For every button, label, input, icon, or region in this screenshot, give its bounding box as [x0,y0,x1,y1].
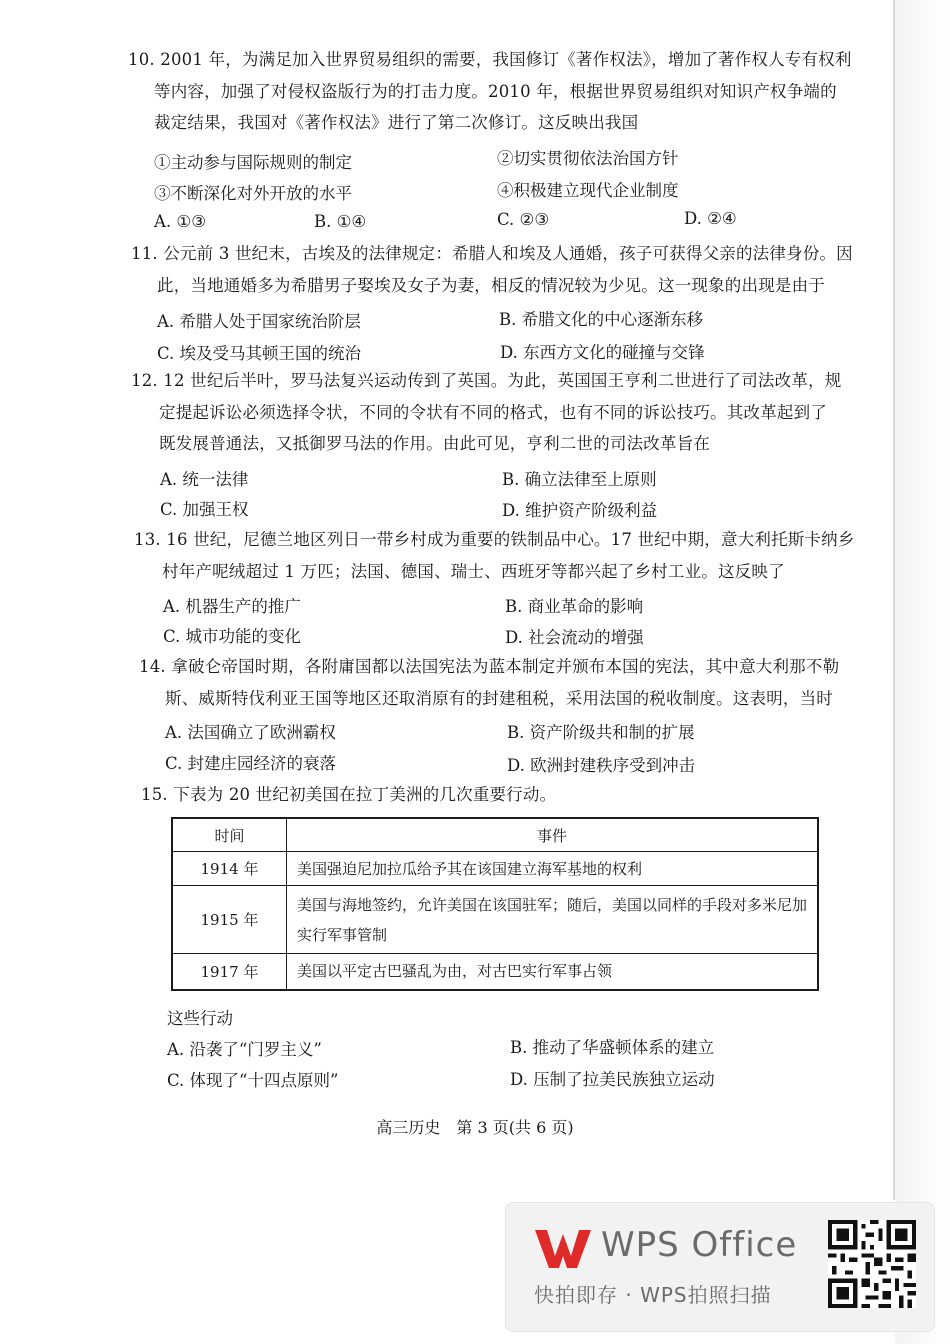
option-b: B. 商业革命的影响 [505,597,644,616]
year-cell: 1917 年 [172,954,287,990]
question-15-stem [141,779,556,811]
statement-1: ①主动参与国际规则的制定 [154,153,352,172]
option-b: B. ①④ [314,212,367,231]
option-c: C. 封建庄园经济的衰落 [165,754,337,773]
stem-line: 11. 公元前 3 世纪末，古埃及的法律规定：希腊人和埃及人通婚，孩子可获得父亲的法律身份。因 [131,244,853,263]
question-11-stem [131,238,853,301]
question-10-stem [128,44,852,139]
wps-watermark [505,1202,935,1332]
stem-after-table: 这些行动 [167,1009,233,1028]
question-14-stem [139,651,839,714]
option-c: C. 体现了“十四点原则” [167,1071,339,1090]
statement-3: ③不断深化对外开放的水平 [154,184,352,203]
wps-tagline: 快拍即存 · WPS拍照扫描 [534,1283,772,1307]
table-row [172,954,818,990]
option-b: B. 推动了华盛顿体系的建立 [510,1038,715,1057]
stem-line: 12. 12 世纪后半叶，罗马法复兴运动传到了英国。为此，英国国王亨利二世进行了司法改革，规 [131,371,842,390]
option-b: B. 确立法律至上原则 [502,470,657,489]
table-header-row [172,818,818,852]
option-c: C. 城市功能的变化 [163,627,302,646]
option-c: C. 加强王权 [160,500,249,519]
option-d: D. 维护资产阶级利益 [502,501,658,520]
option-d: D. 东西方文化的碰撞与交锋 [500,343,705,362]
stem-line: 此，当地通婚多为希腊男子娶埃及女子为妻，相反的情况较为少见。这一现象的出现是由于 [157,275,825,295]
page-footer: 高三历史 第 3 页(共 6 页) [376,1118,574,1137]
table-header: 时间 [172,818,287,852]
table-header: 事件 [287,818,819,852]
option-c: C. 埃及受马其顿王国的统治 [157,344,362,363]
option-d: D. 欧洲封建秩序受到冲击 [507,756,696,775]
table-row [172,886,818,954]
option-c: C. ②③ [497,210,550,229]
event-cell: 美国以平定古巴骚乱为由，对古巴实行军事占领 [287,954,819,990]
year-cell: 1915 年 [172,886,287,954]
qr-code-icon [828,1220,916,1308]
wps-logo-icon [533,1226,593,1272]
statement-4: ④积极建立现代企业制度 [497,181,679,200]
stem-line: 裁定结果，我国对《著作权法》进行了第二次修订。这反映出我国 [154,113,639,132]
wps-brand-text: WPS Office [601,1225,798,1265]
option-d: D. 社会流动的增强 [505,628,644,647]
question-12-stem [131,365,841,460]
event-cell: 美国与海地签约，允许美国在该国驻军；随后，美国以同样的手段对多米尼加实行军事管制 [287,886,819,954]
statement-2: ②切实贯彻依法治国方针 [497,149,679,168]
stem-line: 15. 下表为 20 世纪初美国在拉丁美洲的几次重要行动。 [141,785,557,804]
option-a: A. 统一法律 [160,470,249,489]
stem-line: 斯、威斯特伐利亚王国等地区还取消原有的封建租税，采用法国的税收制度。这表明，当时 [165,688,833,708]
option-a: A. ①③ [154,212,206,231]
question-13-stem [134,524,855,587]
year-cell: 1914 年 [172,852,287,886]
option-d: D. 压制了拉美民族独立运动 [510,1070,715,1089]
option-b: B. 资产阶级共和制的扩展 [507,723,695,742]
stem-line: 既发展普通法，又抵御罗马法的作用。由此可见，亨利二世的司法改革旨在 [159,434,711,453]
option-a: A. 沿袭了“门罗主义” [167,1040,322,1059]
event-cell: 美国强迫尼加拉瓜给予其在该国建立海军基地的权利 [287,852,819,886]
option-d: D. ②④ [684,209,737,228]
stem-line: 等内容，加强了对侵权盗版行为的打击力度。2010 年，根据世界贸易组织对知识产权争端的 [154,81,837,101]
stem-line: 定提起诉讼必须选择令状，不同的令状有不同的格式，也有不同的诉讼技巧。其改革起到了 [159,402,827,422]
events-table [171,817,819,991]
page-margin-shade [895,0,950,1344]
option-a: A. 机器生产的推广 [163,597,301,616]
stem-line: 14. 拿破仑帝国时期，各附庸国都以法国宪法为蓝本制定并颁布本国的宪法，其中意大利那不勒 [139,657,840,676]
stem-line: 13. 16 世纪，尼德兰地区列日一带乡村成为重要的铁制品中心。17 世纪中期，意大利托斯卡纳乡 [134,530,855,549]
option-b: B. 希腊文化的中心逐渐东移 [499,310,704,329]
stem-line: 村年产呢绒超过 1 万匹；法国、德国、瑞士、西班牙等都兴起了乡村工业。这反映了 [162,561,785,581]
stem-line: 10. 2001 年，为满足加入世界贸易组织的需要，我国修订《著作权法》，增加了著作权人专有权利 [128,50,852,69]
option-a: A. 法国确立了欧洲霸权 [165,723,336,742]
table-row [172,852,818,886]
option-a: A. 希腊人处于国家统治阶层 [157,312,361,331]
